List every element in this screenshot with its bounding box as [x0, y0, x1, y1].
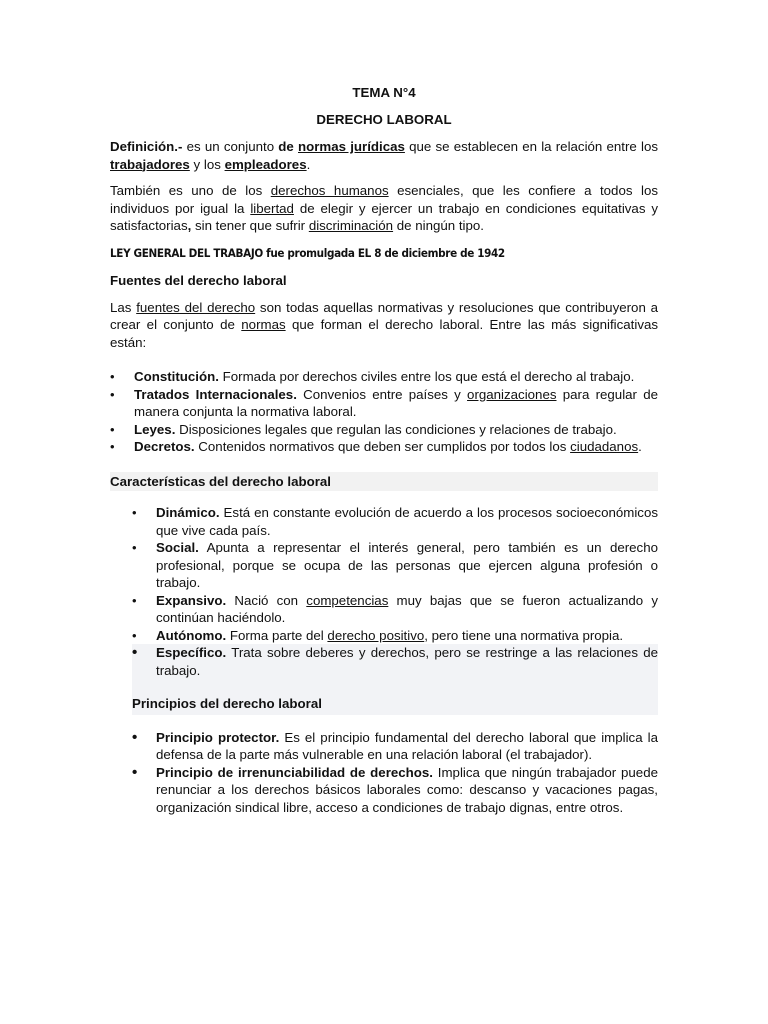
item-text: , pero tiene una normativa propia. — [424, 627, 624, 643]
definition-text: que se establecen en la relación entre los — [404, 139, 659, 154]
item-text: Implica que ningún trabajador puede renunciar a los derechos básicos laborales como: descanso y vacaciones pagas, organización sindical libre, acceso a condiciones de trabajo dignas, entre otros. — [156, 764, 658, 815]
normas-juridicas-link[interactable]: normas jurídicas — [298, 139, 405, 154]
item-label: Social. — [156, 540, 199, 555]
page-title: TEMA N°4 — [352, 85, 416, 100]
list-item — [132, 592, 658, 627]
document-content — [110, 84, 658, 816]
item-text: muy bajas que se fueron actualizando y continúan haciéndolo. — [156, 592, 658, 625]
ley-general-note: LEY GENERAL DEL TRABAJO fue promulgada EL 8 de diciembre de 1942 — [110, 245, 505, 260]
caracteristicas-list — [132, 504, 658, 644]
item-label: Constitución. — [134, 369, 219, 384]
item-text: para regular de manera conjunta la normativa laboral. — [134, 386, 658, 419]
paragraph-text: sin tener que sufrir — [191, 218, 309, 233]
derechos-humanos-link[interactable]: derechos humanos — [270, 183, 389, 198]
page-subtitle: DERECHO LABORAL — [316, 111, 452, 127]
list-item — [132, 504, 658, 539]
item-text: . — [638, 439, 642, 454]
item-text: Apunta a representar el interés general, pero también es un derecho profesional, porque se ocupa de las personas que ejercen alguna profesión o trabajo. — [156, 540, 658, 590]
derecho-positivo-link[interactable]: derecho positivo — [327, 627, 425, 643]
item-text: Convenios entre países y — [296, 386, 468, 402]
item-label: Principio protector. — [156, 729, 280, 745]
discriminacion-link[interactable]: discriminación — [308, 218, 394, 233]
list-item — [132, 764, 658, 817]
list-item — [110, 386, 658, 421]
paragraph-text: También es uno de los — [110, 183, 271, 198]
paragraph-text: Las — [110, 299, 137, 315]
item-label: Expansivo. — [156, 592, 227, 608]
principios-heading: Principios del derecho laboral — [132, 683, 658, 715]
item-text: Es el principio fundamental del derecho laboral que implica la defensa de la parte más vulnerable en una relación laboral (el trabajador). — [156, 729, 658, 762]
list-item — [132, 644, 658, 679]
paragraph-text: que forman el derecho laboral. Entre las más significativas están: — [110, 317, 659, 350]
paragraph-text: de elegir y ejercer un trabajo en condiciones equitativas y satisfactorias — [110, 200, 658, 233]
list-item — [132, 627, 658, 645]
item-text: Está en constante evolución de acuerdo a los procesos socioeconómicos que vive cada país. — [156, 505, 658, 538]
definition-text: y los — [189, 156, 225, 172]
normas-link[interactable]: normas — [241, 317, 286, 332]
definition-paragraph — [110, 138, 658, 173]
item-text: Formada por derechos civiles entre los que está el derecho al trabajo. — [218, 369, 635, 384]
item-label: Decretos. — [134, 439, 195, 454]
item-text: Contenidos normativos que deben ser cumplidos por todos los — [194, 439, 571, 454]
derechos-paragraph — [110, 182, 658, 235]
item-text: Trata sobre deberes y derechos, pero se restringe a las relaciones de trabajo. — [156, 645, 658, 678]
item-label: Principio de irrenunciabilidad de derechos. — [156, 764, 433, 780]
item-label: Dinámico. — [156, 505, 220, 520]
ciudadanos-link[interactable]: ciudadanos — [570, 439, 639, 454]
libertad-link[interactable]: libertad — [250, 200, 294, 216]
list-item — [110, 421, 658, 439]
principios-list — [132, 729, 658, 817]
paragraph-text: esenciales, que les confiere a todos los individuos por igual la — [110, 183, 658, 216]
item-label: Tratados Internacionales. — [134, 386, 297, 402]
fuentes-del-derecho-link[interactable]: fuentes del derecho — [136, 299, 256, 315]
fuentes-list — [110, 368, 658, 456]
list-item — [110, 438, 658, 456]
paragraph-text: son todas aquellas normativas y resoluciones que contribuyeron a crear el conjunto de — [110, 299, 658, 332]
trabajadores-link[interactable]: trabajadores — [110, 156, 190, 172]
caracteristicas-heading: Características del derecho laboral — [110, 472, 658, 492]
item-label: Autónomo. — [156, 627, 227, 643]
item-label: Leyes. — [134, 421, 176, 437]
organizaciones-link[interactable]: organizaciones — [467, 386, 557, 402]
list-item — [132, 729, 658, 764]
especifico-block — [132, 644, 658, 683]
definition-text: es un conjunto — [182, 139, 279, 154]
definition-text: . — [306, 156, 311, 172]
empleadores-link[interactable]: empleadores — [224, 156, 307, 172]
definition-label: Definición.- — [110, 139, 183, 154]
competencias-link[interactable]: competencias — [306, 592, 389, 608]
list-item — [110, 368, 658, 386]
item-text: Forma parte del — [226, 627, 328, 643]
item-text: Disposiciones legales que regulan las condiciones y relaciones de trabajo. — [175, 421, 617, 437]
item-label: Específico. — [156, 645, 227, 660]
paragraph-text: de ningún tipo. — [393, 218, 484, 233]
list-item — [132, 539, 658, 592]
fuentes-paragraph — [110, 299, 658, 352]
definition-text: de — [278, 139, 298, 154]
paragraph-text: , — [187, 218, 192, 233]
item-text: Nació con — [226, 592, 307, 608]
fuentes-heading: Fuentes del derecho laboral — [110, 273, 287, 288]
